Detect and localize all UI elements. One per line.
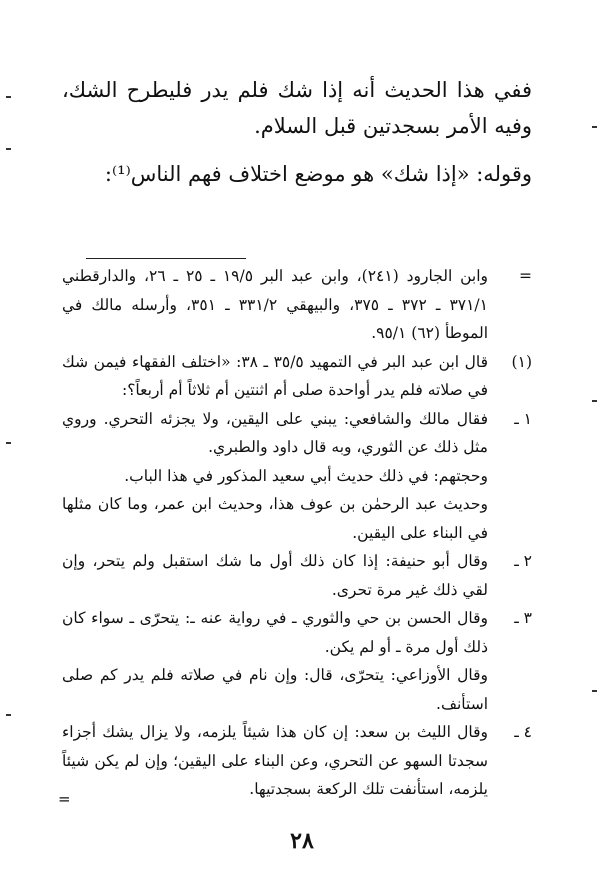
margin-mark <box>592 400 597 402</box>
footnote-item-1-text: فقال مالك والشافعي: يبني على اليقين، ولا يجزئه التحري. وروي مثل ذلك عن الثوري، وبه قال داود والطبري. <box>62 409 488 456</box>
margin-mark <box>592 690 597 692</box>
footnote-end-marker: = <box>58 790 71 808</box>
footnote-item-4-text: وقال الليث بن سعد: إن كان هذا شيئاً يلزمه، ولا يزال يشك أجزاء سجدتا السهو عن التحري، وعن البناء على اليقين؛ وإن لم يكن شيئاً يلزمه، استأنفت تلك الركعة بسجدتيها. <box>62 723 488 798</box>
footnote-item-1-cont-2: وحديث عبد الرحمٰن بن عوف هذا، وحديث ابن عمر، وما كان مثلها في البناء على اليقين. <box>62 495 488 542</box>
main-paragraph-1: ففي هذا الحديث أنه إذا شك فلم يدر فليطرح الشك، وفيه الأمر بسجدتين قبل السلام. <box>62 78 532 138</box>
footnote-item-4 <box>62 718 532 804</box>
main-text <box>62 72 532 204</box>
footnote-1-text: قال ابن عبد البر في التمهيد ٣٥/٥ ـ ٣٨: «اختلف الفقهاء فيمن شك في صلاته فلم يدر أواحدة صلى أم اثنتين أم ثلاثاً أم أربعاً؟: <box>62 352 488 399</box>
footnote-item-1-marker: ١ ـ <box>514 409 532 428</box>
footnote-separator <box>86 258 246 259</box>
page-number: ٢٨ <box>290 828 314 854</box>
footnote-item-3-cont-1: وقال الأوزاعي: يتحرّى، قال: وإن نام في صلاته فلم يدر كم صلى استأنف. <box>62 666 488 713</box>
footnote-item-1-cont-1: وحجتهم: في ذلك حديث أبي سعيد المذكور في هذا الباب. <box>124 466 488 485</box>
footnote-item-2-text: وقال أبو حنيفة: إذا كان ذلك أول ما شك استقبل ولم يتحر، وإن لقي ذلك غير مرة تحرى. <box>62 552 488 599</box>
footnote-1 <box>62 348 532 405</box>
margin-mark <box>6 96 11 98</box>
footnote-item-2 <box>62 547 532 604</box>
footnote-item-1 <box>62 405 532 462</box>
footnotes <box>62 262 532 804</box>
footnote-continuation <box>62 262 532 348</box>
margin-mark <box>592 126 597 128</box>
continuation-text: وابن الجارود (٢٤١)، وابن عبد البر ١٩/٥ ـ ٢٥ ـ ٢٦، والدارقطني ٣٧١/١ ـ ٣٧٢ ـ ٣٧٥، والبيهقي ٣٣١/٢ ـ ٣٥١، وأرسله مالك في الموطأ (٦٢) ٩٥/١. <box>62 267 489 342</box>
footnote-item-2-marker: ٢ ـ <box>514 552 532 570</box>
footnote-item-3 <box>62 604 532 661</box>
continuation-marker: = <box>519 267 532 285</box>
margin-mark <box>6 714 11 716</box>
footnote-item-3-marker: ٣ ـ <box>514 609 532 627</box>
footnote-1-marker: (١) <box>511 352 532 371</box>
footnote-item-3-text: وقال الحسن بن حي والثوري ـ في رواية عنه ـ: يتحرّى ـ سواء كان ذلك أول مرة ـ أو لم يكن. <box>62 609 488 656</box>
margin-mark <box>6 442 11 444</box>
footnote-item-4-marker: ٤ ـ <box>514 723 532 741</box>
main-paragraph-2: وقوله: «إذا شك» هو موضع اختلاف فهم الناس⁽¹⁾: <box>104 162 532 186</box>
margin-mark <box>6 148 11 150</box>
